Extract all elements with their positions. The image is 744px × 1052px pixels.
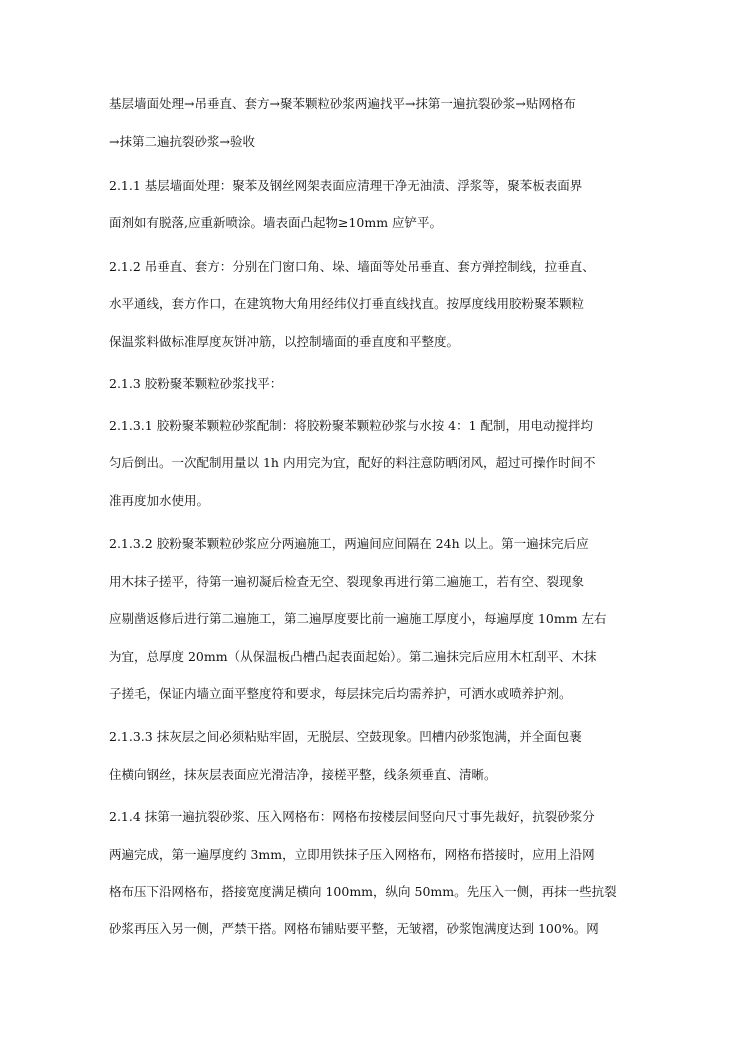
- text-line: 为宜，总厚度 20mm（从保温板凸槽凸起表面起始）。第二遍抹完后应用木杠刮平、木抹: [109, 649, 597, 664]
- text-line: 准再度加水使用。: [109, 493, 210, 508]
- text-line: 砂浆再压入另一侧，严禁干搭。网格布铺贴要平整，无皱褶，砂浆饱满度达到 100%。网: [109, 921, 599, 936]
- text-line: 基层墙面处理→吊垂直、套方→聚苯颗粒砂浆两遍找平→抹第一遍抗裂砂浆→贴网格布: [109, 96, 576, 111]
- text-line: 2.1.3 胶粉聚苯颗粒砂浆找平：: [109, 376, 283, 391]
- text-line: 2.1.3.2 胶粉聚苯颗粒砂浆应分两遍施工，两遍间应间隔在 24h 以上。第一遍抹完后应: [109, 536, 589, 551]
- text-line: 应剔凿返修后进行第二遍施工，第二遍厚度要比前一遍施工厚度小，每遍厚度 10mm 左右: [109, 611, 607, 626]
- text-line: 面剂如有脱落,应重新喷涂。墙表面凸起物≥10mm 应铲平。: [109, 215, 443, 230]
- text-line: 2.1.3.3 抹灰层之间必须粘贴牢固，无脱层、空鼓现象。凹槽内砂浆饱满，并全面包裹: [109, 729, 582, 744]
- text-line: 子搓毛，保证内墙立面平整度符和要求，每层抹完后均需养护，可洒水或喷养护剂。: [109, 686, 572, 701]
- text-line: 保温浆料做标准厚度灰饼冲筋，以控制墙面的垂直度和平整度。: [109, 334, 460, 349]
- text-line: 格布压下沿网格布，搭接宽度满足横向 100mm，纵向 50mm。先压入一侧，再抹一些抗裂: [109, 884, 617, 899]
- text-line: 2.1.2 吊垂直、套方：分别在门窗口角、垛、墙面等处吊垂直、套方弹控制线，拉垂直、: [109, 259, 595, 274]
- text-line: 用木抹子搓平，待第一遍初凝后检查无空、裂现象再进行第二遍施工，若有空、裂现象: [109, 574, 585, 589]
- text-line: 匀后倒出。一次配制用量以 1h 内用完为宜，配好的料注意防晒闭风，超过可操作时间不: [109, 455, 596, 470]
- text-line: 2.1.1 基层墙面处理：聚苯及钢丝网架表面应清理干净无油渍、浮浆等，聚苯板表面界: [109, 178, 583, 193]
- text-line: →抹第二遍抗裂砂浆→验收: [109, 134, 255, 149]
- text-line: 住横向钢丝，抹灰层表面应光滑洁净，接槎平整，线条须垂直、清晰。: [109, 767, 497, 782]
- text-line: 2.1.3.1 胶粉聚苯颗粒砂浆配制：将胶粉聚苯颗粒砂浆与水按 4：1 配制，用电动搅拌均: [109, 418, 594, 433]
- text-line: 水平通线，套方作口，在建筑物大角用经纬仪打垂直线找直。按厚度线用胶粉聚苯颗粒: [109, 296, 585, 311]
- text-line: 2.1.4 抹第一遍抗裂砂浆、压入网格布：网格布按楼层间竖向尺寸事先裁好，抗裂砂浆分: [109, 809, 595, 824]
- text-line: 两遍完成，第一遍厚度约 3mm，立即用铁抹子压入网格布，网格布搭接时，应用上沿网: [109, 847, 595, 862]
